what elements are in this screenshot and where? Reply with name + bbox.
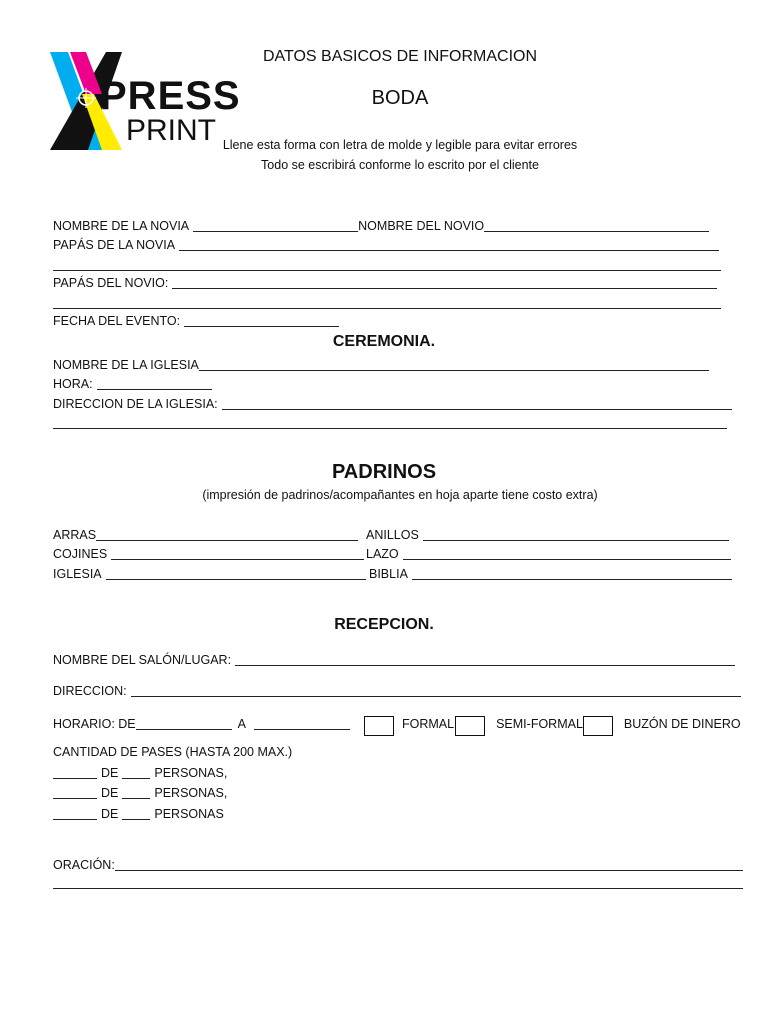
reception-address-field[interactable] (131, 684, 741, 697)
arras-field[interactable] (96, 528, 358, 541)
pass-row-2 (53, 785, 227, 801)
prayer-field[interactable] (115, 858, 743, 871)
church-address-label: DIRECCION DE LA IGLESIA: (53, 397, 218, 411)
passes-row (53, 744, 292, 760)
buzon-label: BUZÓN DE DINERO (623, 717, 741, 731)
cojines-label: COJINES (53, 547, 108, 561)
formal-label: FORMAL (402, 717, 455, 731)
groom-name-label: NOMBRE DEL NOVIO (358, 219, 485, 233)
church-name-row (53, 357, 709, 373)
instructions (200, 135, 600, 175)
arras-label: ARRAS (53, 528, 97, 542)
instruction-line-1: Llene esta forma con letra de molde y legible para evitar errores (222, 138, 578, 152)
pass-de-label-3: DE (101, 807, 119, 821)
church-address-row (53, 396, 732, 412)
pass-personas-label-2: PERSONAS, (154, 786, 228, 800)
cojines-row (53, 546, 364, 562)
bride-name-label: NOMBRE DE LA NOVIA (53, 219, 190, 233)
biblia-field[interactable] (412, 567, 732, 580)
passes-label: CANTIDAD DE PASES (HASTA 200 MAX.) (53, 745, 293, 759)
pass-qty-field-2[interactable] (53, 786, 97, 799)
reception-address-label: DIRECCION: (53, 684, 127, 698)
event-date-row (53, 313, 339, 329)
biblia-row (369, 566, 732, 582)
iglesia-field[interactable] (106, 567, 366, 580)
event-date-label: FECHA DEL EVENTO: (53, 314, 181, 328)
schedule-to-label: A (237, 717, 246, 731)
prayer-label: ORACIÓN: (53, 858, 115, 872)
groom-name-field[interactable] (484, 219, 709, 232)
schedule-to-field[interactable] (254, 717, 350, 730)
event-date-field[interactable] (184, 314, 339, 327)
arras-row (53, 527, 358, 543)
groom-parents-field-2[interactable] (53, 308, 721, 309)
anillos-label: ANILLOS (366, 528, 419, 542)
venue-label: NOMBRE DEL SALÓN/LUGAR: (53, 653, 232, 667)
bride-parents-label: PAPÁS DE LA NOVIA (53, 238, 176, 252)
schedule-row (53, 714, 741, 734)
pass-size-field-1[interactable] (122, 766, 150, 779)
pass-row-1 (53, 765, 227, 781)
groom-parents-row (53, 275, 717, 291)
pass-qty-field-1[interactable] (53, 766, 97, 779)
bride-name-field[interactable] (193, 219, 358, 232)
pass-de-label-1: DE (101, 766, 119, 780)
prayer-row (53, 857, 743, 873)
iglesia-row (53, 566, 366, 582)
time-field[interactable] (97, 377, 212, 390)
bride-parents-field-2[interactable] (53, 270, 721, 271)
form-subtitle: BODA (371, 87, 429, 109)
venue-row (53, 652, 735, 668)
iglesia-label: IGLESIA (53, 567, 102, 581)
sponsors-note: (impresión de padrinos/acompañantes en hoja aparte tiene costo extra) (202, 488, 598, 502)
church-address-field-2[interactable] (53, 428, 727, 429)
pass-personas-label-3: PERSONAS (154, 807, 224, 821)
groom-parents-label: PAPÁS DEL NOVIO: (53, 276, 169, 290)
time-row (53, 376, 212, 392)
bride-parents-field[interactable] (179, 238, 719, 251)
time-label: HORA: (53, 377, 93, 391)
church-address-field[interactable] (222, 397, 732, 410)
prayer-field-2[interactable] (53, 888, 743, 889)
instruction-line-2: Todo se escribirá conforme lo escrito por el cliente (261, 158, 539, 172)
schedule-from-field[interactable] (136, 717, 232, 730)
lazo-label: LAZO (366, 547, 399, 561)
ceremony-heading: CEREMONIA. (332, 333, 436, 350)
schedule-from-label: HORARIO: DE (53, 717, 136, 731)
semi-formal-label: SEMI-FORMAL (496, 717, 583, 731)
formal-checkbox[interactable] (364, 716, 394, 736)
pass-de-label-2: DE (101, 786, 119, 800)
lazo-row (366, 546, 731, 562)
anillos-field[interactable] (423, 528, 729, 541)
semi-formal-checkbox[interactable] (455, 716, 485, 736)
pass-personas-label-1: PERSONAS, (154, 766, 228, 780)
pass-size-field-3[interactable] (122, 807, 150, 820)
pass-row-3 (53, 806, 224, 822)
lazo-field[interactable] (403, 547, 731, 560)
pass-qty-field-3[interactable] (53, 807, 97, 820)
anillos-row (366, 527, 729, 543)
venue-field[interactable] (235, 653, 735, 666)
groom-parents-field[interactable] (172, 276, 717, 289)
sponsors-heading: PADRINOS (331, 461, 437, 483)
cojines-field[interactable] (111, 547, 364, 560)
biblia-label: BIBLIA (369, 567, 408, 581)
pass-size-field-2[interactable] (122, 786, 150, 799)
church-name-label: NOMBRE DE LA IGLESIA (53, 358, 199, 372)
form-title: DATOS BASICOS DE INFORMACION (262, 48, 538, 65)
logo-print: PRINT (126, 114, 216, 147)
bride-parents-row (53, 237, 719, 253)
names-row (53, 218, 709, 234)
church-name-field[interactable] (199, 358, 709, 371)
logo-press: PRESS (100, 74, 241, 118)
reception-heading: RECEPCION. (334, 616, 434, 633)
reception-address-row (53, 683, 741, 699)
buzon-checkbox[interactable] (583, 716, 613, 736)
